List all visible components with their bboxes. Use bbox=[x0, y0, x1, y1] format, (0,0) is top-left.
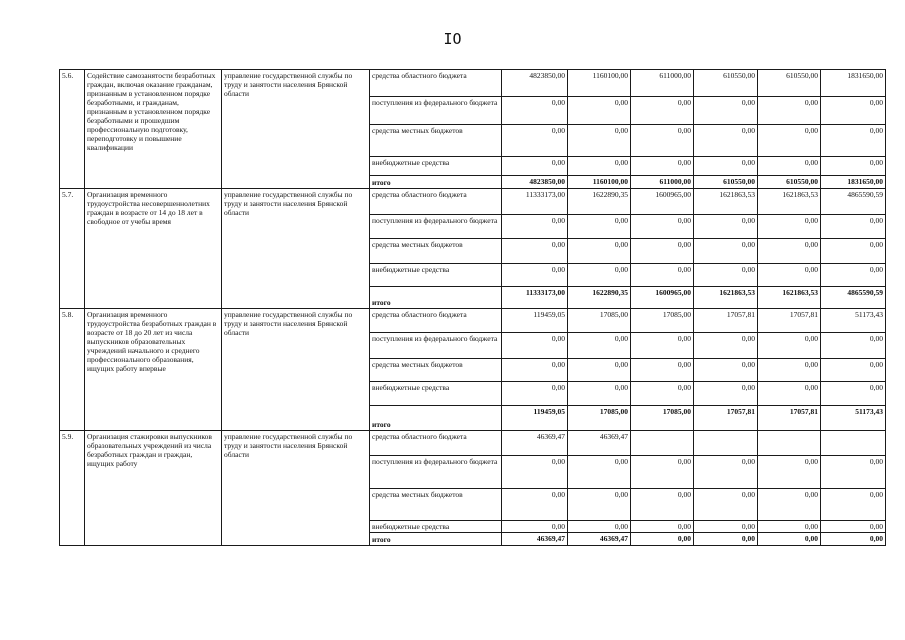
value-cell: 0,00 bbox=[821, 521, 886, 533]
total-value-cell: 4865590,59 bbox=[821, 287, 886, 309]
value-cell: 11333173,00 bbox=[502, 189, 568, 215]
value-cell: 46369,47 bbox=[568, 431, 631, 456]
value-cell: 0,00 bbox=[758, 264, 821, 287]
value-cell: 0,00 bbox=[821, 215, 886, 239]
value-cell: 0,00 bbox=[821, 456, 886, 489]
value-cell: 0,00 bbox=[631, 264, 694, 287]
funding-source-label: внебюджетные средства bbox=[370, 264, 502, 287]
value-cell: 0,00 bbox=[502, 125, 568, 157]
value-cell: 0,00 bbox=[568, 239, 631, 264]
value-cell: 0,00 bbox=[694, 157, 758, 176]
value-cell: 610550,00 bbox=[758, 70, 821, 97]
source-row bbox=[60, 189, 886, 215]
value-cell: 0,00 bbox=[631, 382, 694, 406]
value-cell: 46369,47 bbox=[502, 431, 568, 456]
executor-name: управление государственной службы по труду и занятости населения Брянской области bbox=[222, 309, 370, 431]
total-value-cell: 0,00 bbox=[631, 533, 694, 546]
funding-source-label: поступления из федерального бюджета bbox=[370, 456, 502, 489]
value-cell: 0,00 bbox=[568, 382, 631, 406]
value-cell: 0,00 bbox=[821, 264, 886, 287]
value-cell: 0,00 bbox=[758, 456, 821, 489]
section-number: 5.6. bbox=[60, 70, 85, 189]
total-value-cell: 1621863,53 bbox=[758, 287, 821, 309]
source-row bbox=[60, 309, 886, 333]
value-cell: 0,00 bbox=[694, 489, 758, 521]
value-cell: 0,00 bbox=[502, 264, 568, 287]
value-cell: 0,00 bbox=[821, 489, 886, 521]
activity-description: Организация стажировки выпускников образовательных учреждений из числа безработных граждан и граждан, ищущих работу bbox=[85, 431, 222, 546]
value-cell: 0,00 bbox=[568, 333, 631, 359]
value-cell: 0,00 bbox=[502, 333, 568, 359]
total-value-cell: 0,00 bbox=[758, 533, 821, 546]
executor-name: управление государственной службы по труду и занятости населения Брянской области bbox=[222, 70, 370, 189]
total-value-cell: 0,00 bbox=[821, 533, 886, 546]
value-cell: 0,00 bbox=[568, 157, 631, 176]
value-cell: 0,00 bbox=[821, 359, 886, 382]
value-cell: 0,00 bbox=[568, 97, 631, 125]
total-value-cell: 1621863,53 bbox=[694, 287, 758, 309]
total-value-cell: 51173,43 bbox=[821, 406, 886, 431]
funding-source-label: средства областного бюджета bbox=[370, 431, 502, 456]
value-cell: 0,00 bbox=[568, 489, 631, 521]
value-cell: 0,00 bbox=[631, 333, 694, 359]
total-value-cell: 17085,00 bbox=[568, 406, 631, 431]
funding-source-label: средства местных бюджетов bbox=[370, 489, 502, 521]
activity-description: Организация временного трудоустройства несовершеннолетних граждан в возрасте от 14 до 18 лет в свободное от учебы время bbox=[85, 189, 222, 309]
value-cell: 1160100,00 bbox=[568, 70, 631, 97]
value-cell: 0,00 bbox=[502, 239, 568, 264]
value-cell: 0,00 bbox=[758, 521, 821, 533]
executor-name: управление государственной службы по труду и занятости населения Брянской области bbox=[222, 189, 370, 309]
value-cell: 0,00 bbox=[568, 215, 631, 239]
source-row bbox=[60, 70, 886, 97]
total-value-cell: 17057,81 bbox=[694, 406, 758, 431]
value-cell: 0,00 bbox=[758, 157, 821, 176]
value-cell: 0,00 bbox=[502, 489, 568, 521]
funding-source-label: средства областного бюджета bbox=[370, 189, 502, 215]
value-cell: 0,00 bbox=[758, 333, 821, 359]
value-cell: 0,00 bbox=[821, 239, 886, 264]
value-cell: 51173,43 bbox=[821, 309, 886, 333]
value-cell: 0,00 bbox=[502, 359, 568, 382]
value-cell: 0,00 bbox=[758, 125, 821, 157]
value-cell: 0,00 bbox=[758, 359, 821, 382]
value-cell: 1600965,00 bbox=[631, 189, 694, 215]
value-cell: 0,00 bbox=[694, 239, 758, 264]
value-cell: 0,00 bbox=[694, 97, 758, 125]
value-cell: 17057,81 bbox=[694, 309, 758, 333]
total-value-cell: 610550,00 bbox=[758, 176, 821, 189]
total-value-cell: 611000,00 bbox=[631, 176, 694, 189]
value-cell: 0,00 bbox=[502, 157, 568, 176]
value-cell: 1622890,35 bbox=[568, 189, 631, 215]
value-cell: 0,00 bbox=[502, 382, 568, 406]
executor-name: управление государственной службы по труду и занятости населения Брянской области bbox=[222, 431, 370, 546]
value-cell: 0,00 bbox=[631, 97, 694, 125]
value-cell: 0,00 bbox=[631, 489, 694, 521]
value-cell: 0,00 bbox=[694, 264, 758, 287]
total-value-cell: 0,00 bbox=[694, 533, 758, 546]
value-cell: 0,00 bbox=[821, 333, 886, 359]
budget-table bbox=[59, 69, 886, 546]
total-value-cell: 1600965,00 bbox=[631, 287, 694, 309]
funding-source-label: средства местных бюджетов bbox=[370, 359, 502, 382]
value-cell: 0,00 bbox=[502, 97, 568, 125]
activity-description: Организация временного трудоустройства безработных граждан в возрасте от 18 до 20 лет из числа выпускников образовательных учреждений начального и среднего профессионального образования, ищущих работу впервые bbox=[85, 309, 222, 431]
value-cell: 0,00 bbox=[694, 333, 758, 359]
total-value-cell: 4823850,00 bbox=[502, 176, 568, 189]
budget-table-body bbox=[60, 70, 886, 546]
value-cell: 0,00 bbox=[694, 125, 758, 157]
value-cell: 17057,81 bbox=[758, 309, 821, 333]
section-number: 5.8. bbox=[60, 309, 85, 431]
value-cell: 0,00 bbox=[631, 456, 694, 489]
value-cell: 0,00 bbox=[694, 359, 758, 382]
value-cell: 610550,00 bbox=[694, 70, 758, 97]
value-cell bbox=[821, 431, 886, 456]
total-label: итого bbox=[370, 176, 502, 189]
value-cell: 0,00 bbox=[821, 382, 886, 406]
value-cell: 0,00 bbox=[758, 215, 821, 239]
total-value-cell: 119459,05 bbox=[502, 406, 568, 431]
value-cell: 17085,00 bbox=[631, 309, 694, 333]
value-cell: 1831650,00 bbox=[821, 70, 886, 97]
value-cell: 0,00 bbox=[694, 521, 758, 533]
funding-source-label: внебюджетные средства bbox=[370, 157, 502, 176]
value-cell bbox=[694, 431, 758, 456]
value-cell: 0,00 bbox=[821, 97, 886, 125]
source-row bbox=[60, 431, 886, 456]
funding-source-label: внебюджетные средства bbox=[370, 521, 502, 533]
funding-source-label: поступления из федерального бюджета bbox=[370, 333, 502, 359]
total-value-cell: 1622890,35 bbox=[568, 287, 631, 309]
value-cell: 0,00 bbox=[502, 521, 568, 533]
value-cell: 0,00 bbox=[568, 456, 631, 489]
funding-source-label: средства местных бюджетов bbox=[370, 125, 502, 157]
value-cell bbox=[758, 431, 821, 456]
total-value-cell: 17085,00 bbox=[631, 406, 694, 431]
value-cell bbox=[631, 431, 694, 456]
value-cell: 4865590,59 bbox=[821, 189, 886, 215]
value-cell: 0,00 bbox=[568, 125, 631, 157]
value-cell: 0,00 bbox=[631, 125, 694, 157]
total-label: итого bbox=[370, 406, 502, 431]
value-cell: 0,00 bbox=[631, 157, 694, 176]
value-cell: 0,00 bbox=[502, 215, 568, 239]
total-value-cell: 610550,00 bbox=[694, 176, 758, 189]
value-cell: 611000,00 bbox=[631, 70, 694, 97]
page-number: IO bbox=[443, 30, 462, 48]
value-cell: 0,00 bbox=[758, 382, 821, 406]
value-cell: 17085,00 bbox=[568, 309, 631, 333]
value-cell: 1621863,53 bbox=[694, 189, 758, 215]
total-value-cell: 17057,81 bbox=[758, 406, 821, 431]
value-cell: 0,00 bbox=[631, 359, 694, 382]
funding-source-label: средства областного бюджета bbox=[370, 70, 502, 97]
funding-source-label: поступления из федерального бюджета bbox=[370, 215, 502, 239]
funding-source-label: поступления из федерального бюджета bbox=[370, 97, 502, 125]
activity-description: Содействие самозанятости безработных граждан, включая оказание гражданам, признанным в установленном порядке безработными, и гражданам, признанным в установленном порядке безработными и прошедшим профессиональную подготовку, переподготовку и повышение квалификации bbox=[85, 70, 222, 189]
funding-source-label: средства областного бюджета bbox=[370, 309, 502, 333]
total-label: итого bbox=[370, 533, 502, 546]
value-cell: 0,00 bbox=[821, 157, 886, 176]
section-number: 5.9. bbox=[60, 431, 85, 546]
value-cell: 1621863,53 bbox=[758, 189, 821, 215]
value-cell: 0,00 bbox=[568, 521, 631, 533]
value-cell: 0,00 bbox=[568, 264, 631, 287]
value-cell: 0,00 bbox=[694, 382, 758, 406]
value-cell: 0,00 bbox=[694, 215, 758, 239]
total-value-cell: 1160100,00 bbox=[568, 176, 631, 189]
value-cell: 0,00 bbox=[694, 456, 758, 489]
value-cell: 0,00 bbox=[631, 239, 694, 264]
value-cell: 0,00 bbox=[568, 359, 631, 382]
value-cell: 0,00 bbox=[631, 215, 694, 239]
value-cell: 0,00 bbox=[631, 521, 694, 533]
value-cell: 4823850,00 bbox=[502, 70, 568, 97]
total-value-cell: 46369,47 bbox=[568, 533, 631, 546]
value-cell: 0,00 bbox=[758, 97, 821, 125]
value-cell: 0,00 bbox=[502, 456, 568, 489]
total-value-cell: 1831650,00 bbox=[821, 176, 886, 189]
section-number: 5.7. bbox=[60, 189, 85, 309]
value-cell: 0,00 bbox=[758, 489, 821, 521]
funding-source-label: средства местных бюджетов bbox=[370, 239, 502, 264]
value-cell: 119459,05 bbox=[502, 309, 568, 333]
total-value-cell: 46369,47 bbox=[502, 533, 568, 546]
funding-source-label: внебюджетные средства bbox=[370, 382, 502, 406]
value-cell: 0,00 bbox=[758, 239, 821, 264]
value-cell: 0,00 bbox=[821, 125, 886, 157]
total-value-cell: 11333173,00 bbox=[502, 287, 568, 309]
total-label: итого bbox=[370, 287, 502, 309]
